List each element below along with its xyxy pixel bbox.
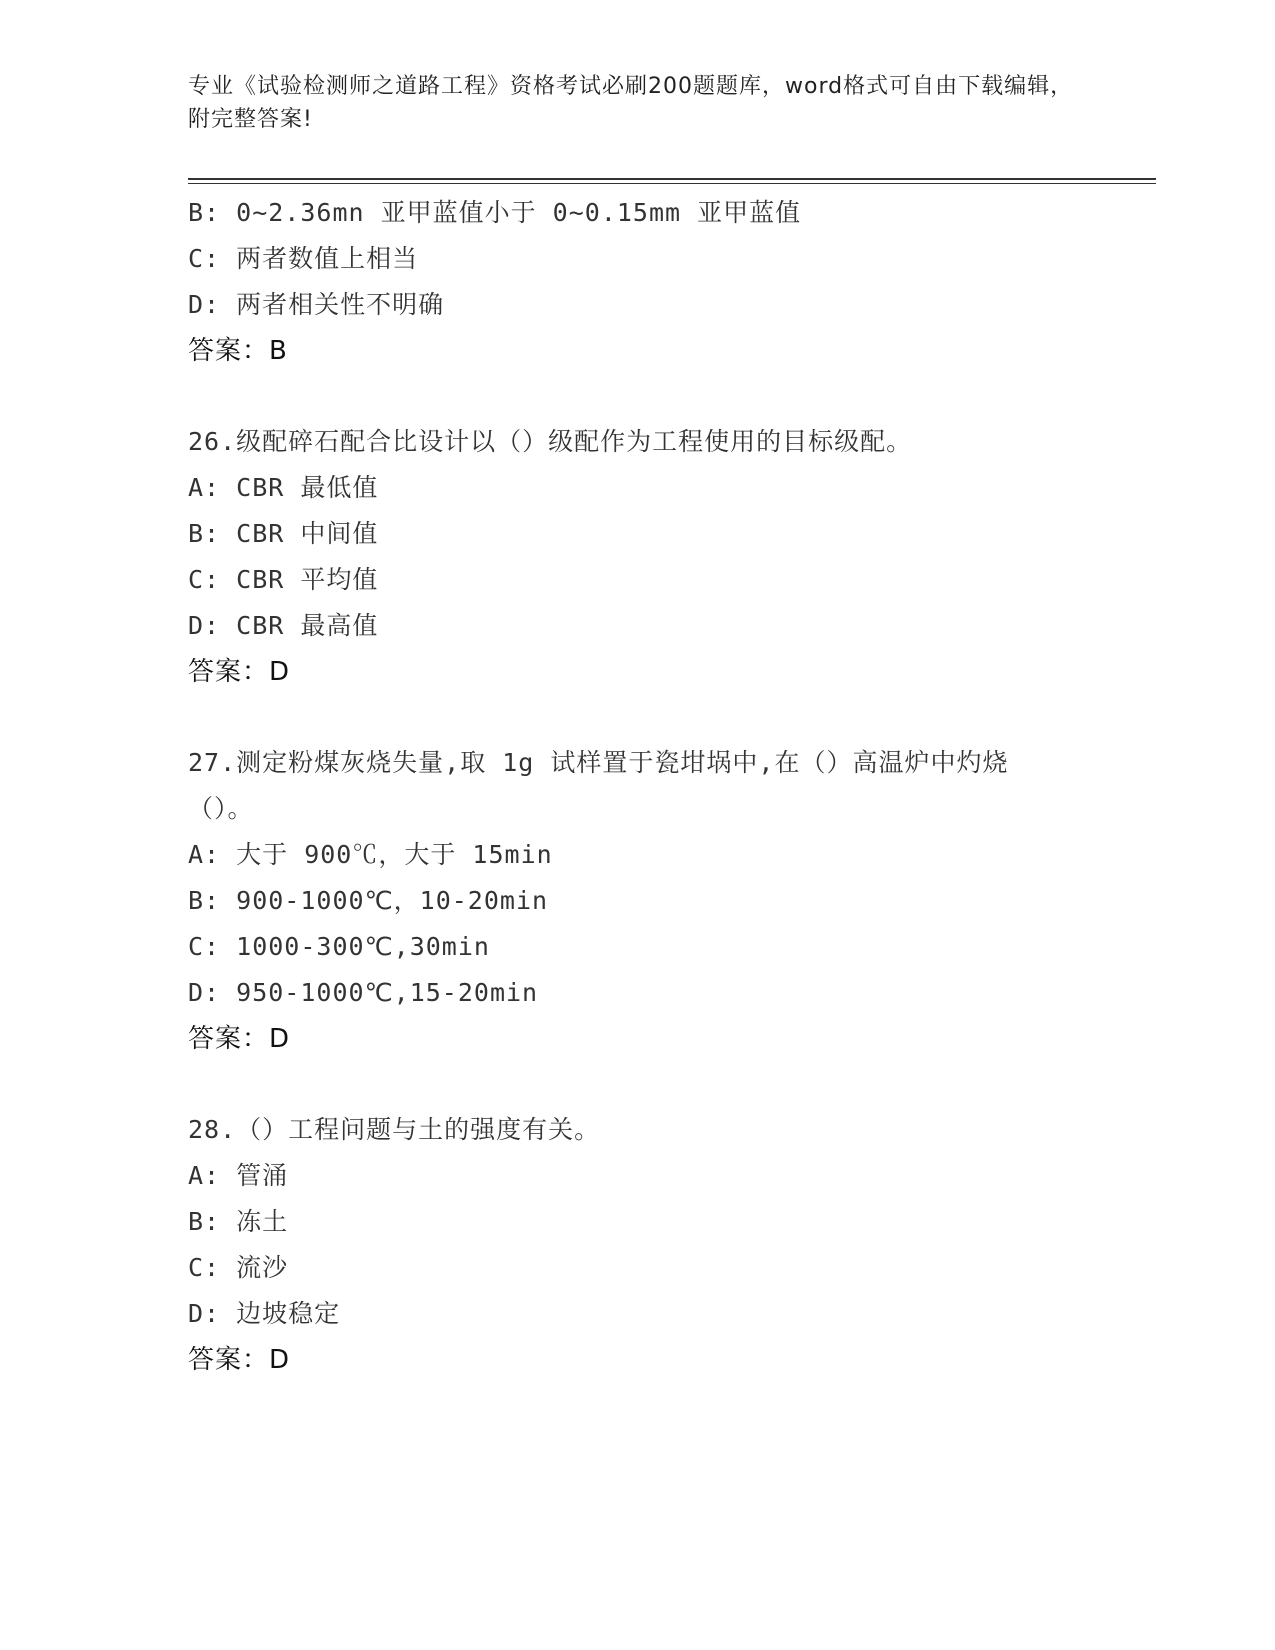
question-28 [188,1107,1088,1383]
question-text: 27.测定粉煤灰烧失量,取 1g 试样置于瓷坩埚中,在（）高温炉中灼烧（）。 [188,748,1009,823]
spacer [188,374,1088,419]
spacer [188,1062,1088,1107]
option-a: A: CBR 最低值 [188,473,379,502]
header-divider-thin [188,183,1156,184]
option-b: B: 0~2.36mn 亚甲蓝值小于 0~0.15mm 亚甲蓝值 [188,198,802,227]
option-d: D: CBR 最高值 [188,611,379,640]
option-c: C: 1000-300℃,30min [188,932,490,961]
option-d: D: 边坡稳定 [188,1299,341,1328]
option-a: A: 管涌 [188,1161,289,1190]
spacer [188,695,1088,740]
header-divider-thick [188,178,1156,180]
answer: 答案：D [188,1024,291,1054]
document-header: 专业《试验检测师之道路工程》资格考试必刷200题题库，word格式可自由下载编辑，附完整答案! [188,74,1074,132]
question-27 [188,740,1088,1062]
option-c: C: 两者数值上相当 [188,244,419,273]
question-text: 26.级配碎石配合比设计以（）级配作为工程使用的目标级配。 [188,427,913,456]
question-list [188,190,1088,1383]
option-c: C: CBR 平均值 [188,565,379,594]
option-a: A: 大于 900℃，大于 15min [188,840,553,869]
answer: 答案：D [188,1345,291,1375]
option-b: B: CBR 中间值 [188,519,379,548]
option-b: B: 900-1000℃，10-20min [188,886,549,915]
option-d: D: 950-1000℃,15-20min [188,978,539,1007]
option-d: D: 两者相关性不明确 [188,290,445,319]
question-25 [188,190,1088,374]
option-c: C: 流沙 [188,1253,289,1282]
answer: 答案：D [188,657,291,687]
question-text: 28.（）工程问题与土的强度有关。 [188,1115,601,1144]
question-26 [188,419,1088,695]
answer: 答案：B [188,336,288,366]
option-b: B: 冻土 [188,1207,289,1236]
